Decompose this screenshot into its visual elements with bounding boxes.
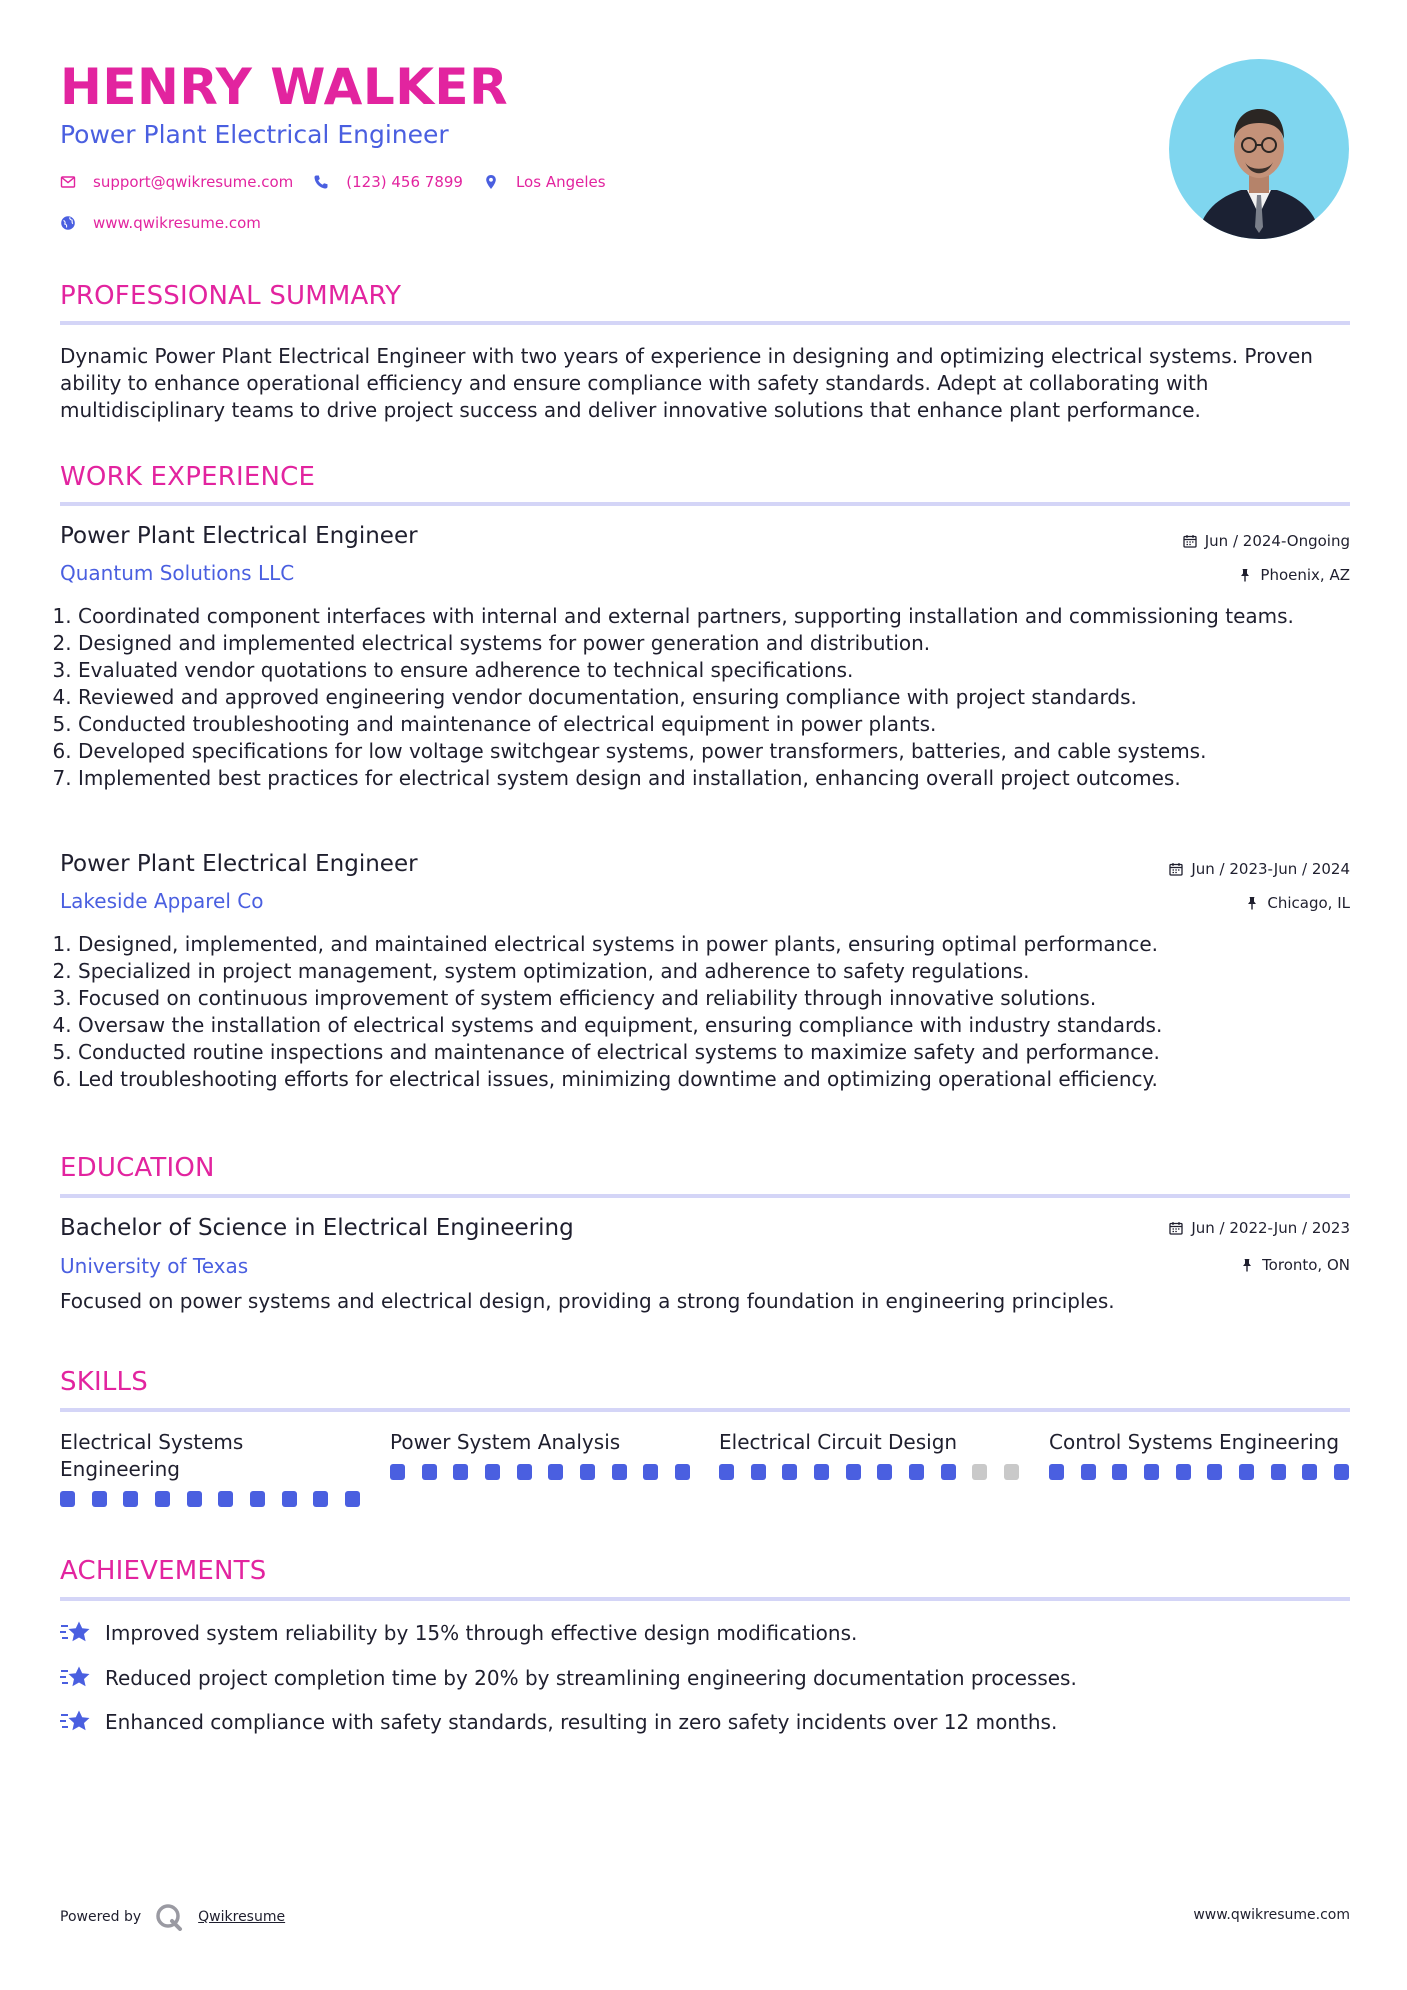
summary-heading: PROFESSIONAL SUMMARY	[60, 281, 402, 311]
skill-dot-filled	[453, 1464, 468, 1480]
person-silhouette-icon	[1169, 59, 1349, 239]
duty-list	[60, 931, 1368, 1093]
skill-dot-filled	[1239, 1464, 1254, 1480]
achievement-text: Enhanced compliance with safety standards, resulting in zero safety incidents over 12 months.	[105, 1710, 1058, 1734]
map-pin-icon	[483, 174, 499, 190]
contact-website[interactable]	[60, 214, 261, 232]
list-item: 4. Reviewed and approved engineering vendor documentation, ensuring compliance with project standards.	[78, 684, 1368, 711]
skill-dot-filled	[60, 1491, 75, 1507]
list-item: 5. Conducted troubleshooting and maintenance of electrical equipment in power plants.	[78, 711, 1368, 738]
pushpin-icon	[1238, 568, 1252, 582]
skill-dot-filled	[422, 1464, 437, 1480]
email-text: support@qwikresume.com	[93, 173, 294, 191]
education-location-text: Toronto, ON	[1262, 1256, 1350, 1274]
job-dates-text: Jun / 2024-Ongoing	[1204, 532, 1350, 550]
location-text: Los Angeles	[515, 173, 606, 191]
job-dates-text: Jun / 2023-Jun / 2024	[1191, 860, 1350, 878]
star-icon	[60, 1709, 92, 1735]
candidate-name: HENRY WALKER	[60, 58, 509, 116]
skill-rating	[60, 1491, 360, 1507]
skill-dot-filled	[1302, 1464, 1317, 1480]
list-item: 5. Conducted routine inspections and maintenance of electrical systems to maximize safety and performance.	[78, 1039, 1368, 1066]
skill-item	[1049, 1429, 1349, 1480]
achievement-text: Reduced project completion time by 20% by streamlining engineering documentation processes.	[105, 1666, 1077, 1690]
skill-dot-filled	[218, 1491, 233, 1507]
job-dates	[1169, 860, 1350, 878]
skill-dot-empty	[972, 1464, 987, 1480]
pushpin-icon	[1245, 896, 1259, 910]
contact-email[interactable]	[60, 173, 293, 191]
achievement-item	[60, 1620, 857, 1646]
footer-url[interactable]: www.qwikresume.com	[1193, 1907, 1350, 1923]
skill-dot-filled	[123, 1491, 138, 1507]
section-divider	[60, 1597, 1350, 1601]
skill-dot-filled	[877, 1464, 892, 1480]
calendar-icon	[1169, 862, 1183, 876]
skill-dot-filled	[345, 1491, 360, 1507]
skill-name: Power System Analysis	[390, 1430, 621, 1454]
skill-dot-filled	[548, 1464, 563, 1480]
skill-dot-filled	[941, 1464, 956, 1480]
star-icon	[60, 1665, 92, 1691]
job-title: Power Plant Electrical Engineer	[60, 523, 418, 549]
section-divider	[60, 321, 1350, 325]
job-dates	[1183, 532, 1350, 550]
job-title: Power Plant Electrical Engineer	[60, 851, 418, 877]
summary-text: Dynamic Power Plant Electrical Engineer with two years of experience in designing and optimizing electrical systems. Proven ability to enhance operational efficiency and ensure compliance with safety standards. Adept at collaborating with multidisciplinary teams to drive project success and deliver innovative solutions that enhance plant performance.	[60, 344, 1313, 422]
skill-dot-filled	[1081, 1464, 1096, 1480]
skill-dot-filled	[909, 1464, 924, 1480]
skill-dot-filled	[751, 1464, 766, 1480]
skill-dot-filled	[1176, 1464, 1191, 1480]
experience-heading: WORK EXPERIENCE	[60, 462, 316, 492]
section-divider	[60, 502, 1350, 506]
profile-photo	[1169, 59, 1349, 239]
skill-dot-filled	[155, 1491, 170, 1507]
list-item: 6. Led troubleshooting efforts for electrical issues, minimizing downtime and optimizing operational efficiency.	[78, 1066, 1368, 1093]
list-item: 7. Implemented best practices for electrical system design and installation, enhancing overall project outcomes.	[78, 765, 1368, 792]
company-name: Lakeside Apparel Co	[60, 889, 264, 913]
section-divider	[60, 1194, 1350, 1198]
calendar-icon	[1183, 534, 1197, 548]
skill-dot-filled	[814, 1464, 829, 1480]
skill-dot-filled	[675, 1464, 690, 1480]
qwikresume-logo-icon	[155, 1903, 183, 1931]
skill-dot-filled	[517, 1464, 532, 1480]
skill-dot-filled	[782, 1464, 797, 1480]
skill-dot-filled	[580, 1464, 595, 1480]
envelope-icon	[60, 174, 76, 190]
skill-rating	[1049, 1464, 1349, 1480]
skill-dot-filled	[1207, 1464, 1222, 1480]
education-dates	[1169, 1219, 1350, 1237]
skill-dot-filled	[250, 1491, 265, 1507]
skill-dot-filled	[485, 1464, 500, 1480]
skill-name: Electrical Circuit Design	[719, 1430, 958, 1454]
skill-dot-empty	[1004, 1464, 1019, 1480]
skill-dot-filled	[313, 1491, 328, 1507]
skill-dot-filled	[719, 1464, 734, 1480]
skill-dot-filled	[846, 1464, 861, 1480]
candidate-title: Power Plant Electrical Engineer	[60, 120, 449, 149]
achievement-text: Improved system reliability by 15% through effective design modifications.	[105, 1621, 858, 1645]
star-icon	[60, 1620, 92, 1646]
skill-dot-filled	[1049, 1464, 1064, 1480]
skill-item	[390, 1429, 690, 1480]
skill-item	[719, 1429, 1019, 1480]
website-text: www.qwikresume.com	[93, 214, 261, 232]
skill-rating	[390, 1464, 690, 1480]
skill-item	[60, 1429, 360, 1507]
company-name: Quantum Solutions LLC	[60, 561, 295, 585]
list-item: 3. Focused on continuous improvement of system efficiency and reliability through innovative solutions.	[78, 985, 1368, 1012]
skill-dot-filled	[92, 1491, 107, 1507]
brand-link[interactable]: Qwikresume	[198, 1909, 286, 1925]
skills-heading: SKILLS	[60, 1367, 148, 1397]
skill-dot-filled	[1271, 1464, 1286, 1480]
skill-name: Control Systems Engineering	[1049, 1430, 1340, 1454]
skill-dot-filled	[1144, 1464, 1159, 1480]
powered-by-label: Powered by	[60, 1909, 142, 1925]
phone-text: (123) 456 7899	[346, 173, 463, 191]
calendar-icon	[1169, 1221, 1183, 1235]
education-location	[1240, 1256, 1350, 1274]
skill-rating	[719, 1464, 1019, 1480]
achievement-item	[60, 1665, 1077, 1691]
education-dates-text: Jun / 2022-Jun / 2023	[1191, 1219, 1350, 1237]
achievement-item	[60, 1709, 1057, 1735]
skill-name: Electrical Systems Engineering	[60, 1430, 244, 1481]
list-item: 2. Specialized in project management, system optimization, and adherence to safety regulations.	[78, 958, 1368, 985]
job-location-text: Chicago, IL	[1267, 894, 1350, 912]
footer-powered-by	[60, 1903, 285, 1931]
list-item: 4. Oversaw the installation of electrical systems and equipment, ensuring compliance with industry standards.	[78, 1012, 1368, 1039]
list-item: 2. Designed and implemented electrical systems for power generation and distribution.	[78, 630, 1368, 657]
skill-dot-filled	[643, 1464, 658, 1480]
skill-dot-filled	[390, 1464, 405, 1480]
list-item: 1. Designed, implemented, and maintained electrical systems in power plants, ensuring optimal performance.	[78, 931, 1368, 958]
skill-dot-filled	[1112, 1464, 1127, 1480]
globe-icon	[60, 215, 76, 231]
phone-icon	[313, 174, 329, 190]
skill-dot-filled	[282, 1491, 297, 1507]
contact-phone[interactable]	[313, 173, 463, 191]
education-heading: EDUCATION	[60, 1153, 215, 1183]
job-location	[1245, 894, 1350, 912]
skill-dot-filled	[612, 1464, 627, 1480]
job-location-text: Phoenix, AZ	[1260, 566, 1350, 584]
job-location	[1238, 566, 1350, 584]
school-name: University of Texas	[60, 1254, 249, 1278]
degree-title: Bachelor of Science in Electrical Engineering	[60, 1215, 574, 1241]
contact-row-primary	[60, 173, 626, 191]
duty-list	[60, 603, 1368, 792]
section-divider	[60, 1408, 1350, 1412]
skill-dot-filled	[187, 1491, 202, 1507]
list-item: 1. Coordinated component interfaces with internal and external partners, supporting installation and commissioning teams.	[78, 603, 1368, 630]
contact-location	[483, 173, 606, 191]
list-item: 6. Developed specifications for low voltage switchgear systems, power transformers, batteries, and cable systems.	[78, 738, 1368, 765]
skill-dot-filled	[1334, 1464, 1349, 1480]
pushpin-icon	[1240, 1258, 1254, 1272]
achievements-heading: ACHIEVEMENTS	[60, 1556, 267, 1586]
contact-row-secondary	[60, 214, 281, 232]
education-description: Focused on power systems and electrical design, providing a strong foundation in engineering principles.	[60, 1289, 1115, 1313]
list-item: 3. Evaluated vendor quotations to ensure adherence to technical specifications.	[78, 657, 1368, 684]
